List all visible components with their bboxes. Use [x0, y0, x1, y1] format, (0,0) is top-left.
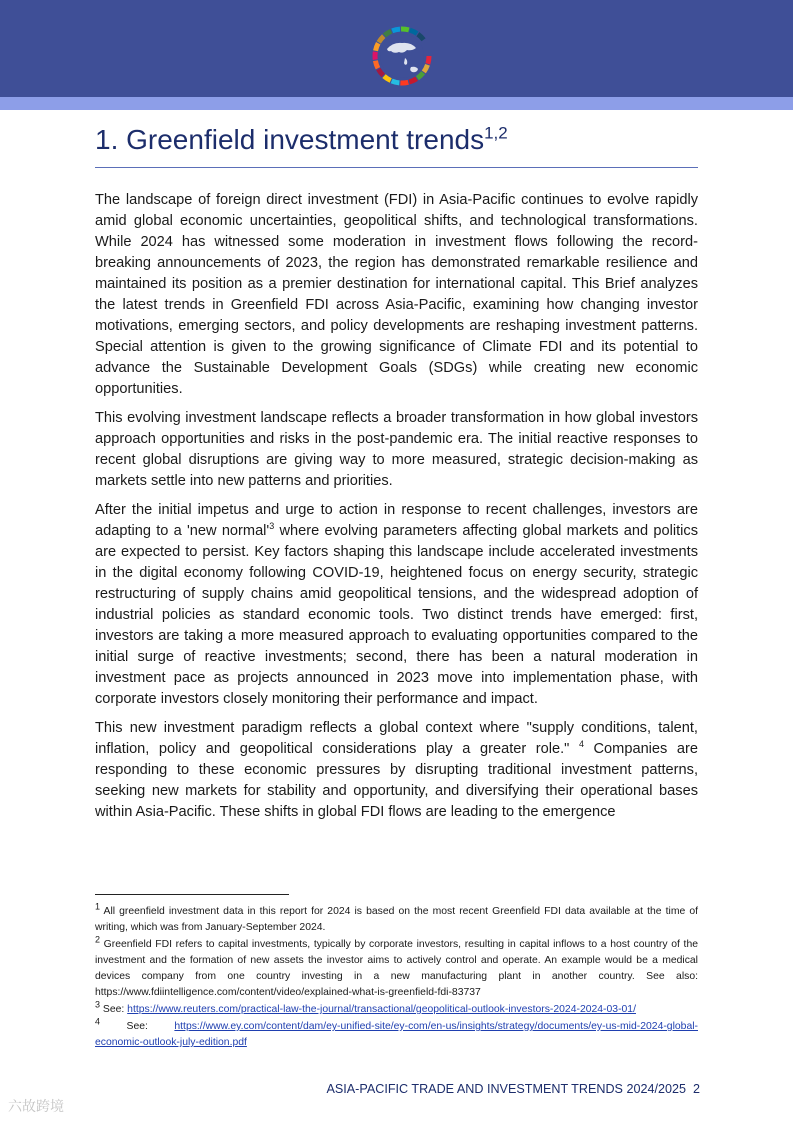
title-footnote-refs: 1,2	[484, 123, 508, 143]
footnote-2-number: 2	[95, 934, 101, 945]
footnote-3-prefix: See:	[100, 1004, 128, 1015]
footnote-ref-3[interactable]: 3	[269, 521, 275, 532]
paragraph-4-start: This new investment paradigm reflects a global context where "supply conditions, talent, inflation, policy and geopolitical considerations play a greater role."	[95, 720, 698, 757]
footnote-1-number: 1	[95, 901, 101, 912]
footnote-3-link[interactable]: https://www.reuters.com/practical-law-the-journal/transactional/geopolitical-outlook-investors-2024-2024-03-01/	[127, 1004, 636, 1015]
footnote-1	[95, 901, 698, 936]
footnote-separator	[95, 894, 289, 895]
watermark: 六故跨境	[8, 1098, 64, 1114]
footnotes	[95, 901, 698, 1052]
footnote-2	[95, 934, 698, 1001]
footnote-4	[95, 1016, 698, 1051]
footnote-4-link[interactable]: https://www.ey.com/content/dam/ey-unified-site/ey-com/en-us/insights/strategy/documents/ey-us-mid-2024-global-economic-outlook-july-edition.pdf	[95, 1021, 698, 1048]
running-title: ASIA-PACIFIC TRADE AND INVESTMENT TRENDS 2024/2025	[326, 1082, 686, 1096]
footnote-4-prefix: See:	[100, 1021, 175, 1032]
footnote-1-text: All greenfield investment data in this report for 2024 is based on the most recent Greenfield FDI data available at the time of writing, which was from January-September 2024.	[95, 906, 698, 933]
header-stripe	[0, 97, 793, 110]
paragraph-3-start: After the initial impetus and urge to action in response to recent challenges, investors are adapting to a 'new normal'	[95, 502, 698, 539]
footnote-3	[95, 999, 698, 1018]
page-title-text: 1. Greenfield investment trends	[95, 124, 485, 155]
page-number: 2	[692, 1082, 700, 1096]
paragraph-2: This evolving investment landscape reflects a broader transformation in how global investors approach opportunities and risks in the post-pandemic era. The initial reactive responses to recent global disruptions are giving way to more measured, strategic decision-making as markets settle into new patterns and priorities.	[95, 410, 698, 489]
globe-wreath-icon	[370, 24, 434, 88]
page-footer	[290, 1080, 700, 1098]
footnote-4-number: 4	[95, 1016, 101, 1027]
paragraph-3-end: where evolving parameters affecting global markets and politics are expected to persist. Key factors shaping this landscape include accelerated investments in the digital economy following COVID-19, heightened focus on energy security, strategic restructuring of supply chains amid geopolitical tensions, and the widespread adoption of industrial policies as standard economic tools. Two distinct trends have emerged: first, investors are taking a more measured approach to evaluating opportunities compared to the initial surge of reactive investments; second, there has been a natural moderation in investment pace as projects announced in 2023 move into implementation phase, with corporate investors closely monitoring their performance and impact.	[95, 523, 699, 707]
footnote-3-number: 3	[95, 999, 101, 1010]
body-text	[95, 190, 698, 831]
footnote-ref-4[interactable]: 4	[578, 739, 584, 750]
page-title	[95, 120, 705, 160]
title-rule	[95, 167, 698, 168]
paragraph-3	[95, 500, 698, 710]
footnote-2-text: Greenfield FDI refers to capital investments, typically by corporate investors, resulting in capital inflows to a host country of the investment and the formation of new assets the investor aims to actively control and operate. An example would be a medical devices company from one country investing in a new manufacturing plant in another country. See also: https://www.fdiintelligence.com/content/video/explained-what-is-greenfield-fdi-83737	[95, 939, 698, 998]
paragraph-4	[95, 718, 698, 823]
paragraph-4-end: Companies are responding to these economic pressures by disrupting traditional investment patterns, seeking new markets for stability and opportunity, and diversifying their operational bases within Asia-Pacific. These shifts in global FDI flows are leading to the emergence	[95, 741, 698, 820]
paragraph-1: The landscape of foreign direct investment (FDI) in Asia-Pacific continues to evolve rapidly amid global economic uncertainties, geopolitical shifts, and technological transformations. While 2024 has witnessed some moderation in investment flows following the record-breaking announcements of 2023, the region has demonstrated remarkable resilience and maintained its position as a premier destination for international capital. This Brief analyzes the latest trends in Greenfield FDI across Asia-Pacific, examining how changing investor motivations, emerging sectors, and policy developments are reshaping investment patterns. Special attention is given to the growing significance of Climate FDI and its potential to advance the Sustainable Development Goals (SDGs) while creating new economic opportunities.	[95, 192, 698, 397]
